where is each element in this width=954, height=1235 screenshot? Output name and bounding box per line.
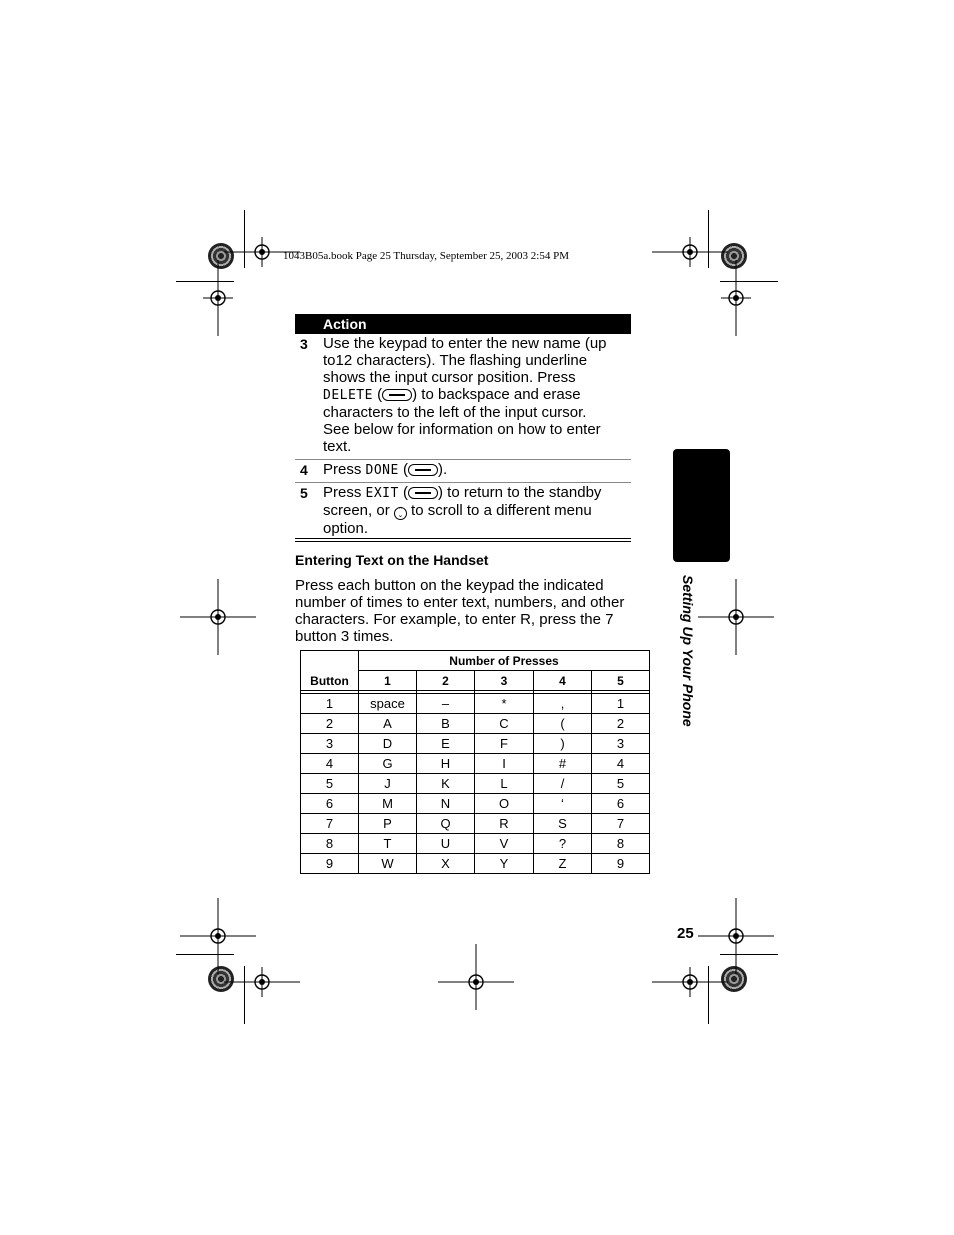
character-cell: H bbox=[417, 754, 475, 774]
step-line-tail: to scroll to a different menu bbox=[406, 502, 592, 519]
character-cell: V bbox=[475, 834, 534, 854]
step-prefix: Press bbox=[323, 461, 366, 478]
step-line: option. bbox=[323, 520, 369, 537]
character-cell: 6 bbox=[592, 794, 650, 814]
press-count-header: 5 bbox=[592, 671, 650, 691]
section-title: Entering Text on the Handset bbox=[295, 552, 489, 568]
button-cell: 4 bbox=[301, 754, 359, 774]
character-cell: ? bbox=[534, 834, 592, 854]
table-row bbox=[301, 714, 650, 734]
table-row bbox=[301, 774, 650, 794]
step-number: 3 bbox=[300, 336, 308, 352]
character-cell: R bbox=[475, 814, 534, 834]
step-line bbox=[323, 502, 633, 520]
character-cell: 5 bbox=[592, 774, 650, 794]
table-row bbox=[301, 754, 650, 774]
button-cell: 9 bbox=[301, 854, 359, 874]
step-line-tail: ) to return to the standby bbox=[438, 484, 602, 501]
character-cell: Z bbox=[534, 854, 592, 874]
character-cell: , bbox=[534, 694, 592, 714]
character-cell: Y bbox=[475, 854, 534, 874]
character-cell: space bbox=[359, 694, 417, 714]
section-paragraph: Press each button on the keypad the indicated number of times to enter text, numbers, and other characters. For example, to enter R, press the 7 button 3 times. bbox=[295, 577, 625, 645]
character-cell: C bbox=[475, 714, 534, 734]
character-cell: Q bbox=[417, 814, 475, 834]
table-row bbox=[301, 854, 650, 874]
step-text bbox=[323, 484, 633, 537]
action-table-header bbox=[295, 314, 631, 334]
character-cell: N bbox=[417, 794, 475, 814]
character-cell: 8 bbox=[592, 834, 650, 854]
button-cell: 2 bbox=[301, 714, 359, 734]
step-line: characters to the left of the input cursor. bbox=[323, 404, 587, 421]
press-count-header: 3 bbox=[475, 671, 534, 691]
character-cell: W bbox=[359, 854, 417, 874]
character-cell: S bbox=[534, 814, 592, 834]
table-end-rule bbox=[295, 538, 631, 539]
softkey-icon bbox=[382, 389, 412, 401]
row-divider bbox=[295, 459, 631, 460]
character-cell: U bbox=[417, 834, 475, 854]
softkey-icon bbox=[408, 487, 438, 499]
character-cell: ( bbox=[534, 714, 592, 734]
button-cell: 5 bbox=[301, 774, 359, 794]
character-cell: ) bbox=[534, 734, 592, 754]
nav-scroll-icon: ⌃ ⌄ bbox=[394, 507, 407, 520]
press-count-header: 1 bbox=[359, 671, 417, 691]
step-line: See below for information on how to enter bbox=[323, 421, 601, 438]
key-press-table bbox=[300, 650, 650, 874]
character-cell: X bbox=[417, 854, 475, 874]
character-cell: B bbox=[417, 714, 475, 734]
character-cell: D bbox=[359, 734, 417, 754]
chapter-tab bbox=[673, 449, 730, 562]
table-row bbox=[301, 694, 650, 714]
character-cell: O bbox=[475, 794, 534, 814]
step-number: 5 bbox=[300, 485, 308, 501]
character-cell: K bbox=[417, 774, 475, 794]
row-divider bbox=[295, 482, 631, 483]
step-line: shows the input cursor position. Press bbox=[323, 369, 576, 386]
character-cell: F bbox=[475, 734, 534, 754]
character-cell: A bbox=[359, 714, 417, 734]
character-cell: 7 bbox=[592, 814, 650, 834]
button-cell: 8 bbox=[301, 834, 359, 854]
action-header-label: Action bbox=[323, 316, 367, 332]
character-cell: L bbox=[475, 774, 534, 794]
step-prefix: Press bbox=[323, 484, 366, 501]
step-line: to12 characters). The flashing underline bbox=[323, 352, 588, 369]
page-number: 25 bbox=[677, 925, 694, 942]
step-line: Press EXIT ( ) to return to the standby bbox=[323, 484, 602, 501]
chapter-tab-label: Setting Up Your Phone bbox=[680, 575, 696, 727]
softkey-label: DELETE bbox=[323, 388, 373, 403]
step-text: Press DONE ( ). bbox=[323, 461, 448, 478]
character-cell: – bbox=[417, 694, 475, 714]
character-cell: / bbox=[534, 774, 592, 794]
button-cell: 6 bbox=[301, 794, 359, 814]
character-cell: ‘ bbox=[534, 794, 592, 814]
presses-group-header: Number of Presses bbox=[359, 651, 650, 671]
step-text bbox=[323, 335, 633, 455]
table-header-row bbox=[301, 651, 650, 671]
character-cell: E bbox=[417, 734, 475, 754]
character-cell: J bbox=[359, 774, 417, 794]
character-cell: 4 bbox=[592, 754, 650, 774]
table-end-rule bbox=[295, 541, 631, 542]
step-line-tail: ). bbox=[438, 461, 448, 478]
character-cell: # bbox=[534, 754, 592, 774]
character-cell: 9 bbox=[592, 854, 650, 874]
softkey-icon bbox=[408, 464, 438, 476]
button-cell: 1 bbox=[301, 694, 359, 714]
character-cell: P bbox=[359, 814, 417, 834]
softkey-label: DONE bbox=[365, 463, 399, 478]
step-number: 4 bbox=[300, 462, 308, 478]
step-line-tail: ) to backspace and erase bbox=[412, 386, 581, 403]
character-cell: G bbox=[359, 754, 417, 774]
character-cell: * bbox=[475, 694, 534, 714]
step-line: Use the keypad to enter the new name (up bbox=[323, 335, 607, 352]
character-cell: M bbox=[359, 794, 417, 814]
step-line: DELETE ( ) to backspace and erase bbox=[323, 386, 581, 403]
character-cell: 1 bbox=[592, 694, 650, 714]
character-cell: T bbox=[359, 834, 417, 854]
book-header-line: 1043B05a.book Page 25 Thursday, September 25, 2003 2:54 PM bbox=[283, 250, 569, 262]
press-count-header: 2 bbox=[417, 671, 475, 691]
character-cell: 2 bbox=[592, 714, 650, 734]
character-cell: I bbox=[475, 754, 534, 774]
press-count-header: 4 bbox=[534, 671, 592, 691]
table-row bbox=[301, 834, 650, 854]
button-column-header: Button bbox=[301, 651, 359, 691]
step-prefix: screen, or bbox=[323, 502, 394, 519]
button-cell: 3 bbox=[301, 734, 359, 754]
table-row bbox=[301, 734, 650, 754]
button-cell: 7 bbox=[301, 814, 359, 834]
softkey-label: EXIT bbox=[365, 486, 399, 501]
table-row bbox=[301, 794, 650, 814]
character-cell: 3 bbox=[592, 734, 650, 754]
table-row bbox=[301, 814, 650, 834]
step-line: text. bbox=[323, 438, 352, 455]
